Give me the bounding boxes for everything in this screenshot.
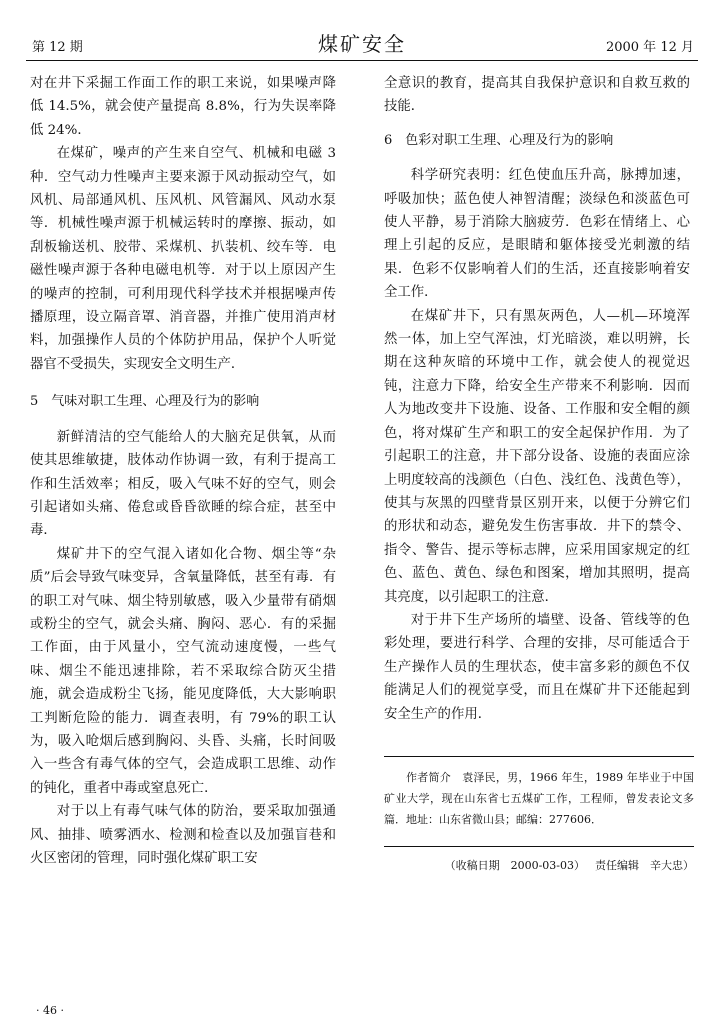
paragraph: 对于以上有毒气味气体的防治，要采取加强通风、抽排、喷雾洒水、检测和检查以及加强盲巷和火区密闭的管理，同时强化煤矿职工安 xyxy=(30,804,336,866)
page-header xyxy=(26,26,698,61)
received-info xyxy=(384,846,694,873)
paragraph: 对于井下生产场所的墙壁、设备、管线等的色彩处理，要进行科学、合理的安排，尽可能适合于生产操作人员的生理状态，使丰富多彩的颜色不仅能满足人们的视觉享受，而且在煤矿井下还能起到安全生产的作用． xyxy=(384,612,690,722)
right-column xyxy=(384,72,690,726)
paragraph: 对在井下采掘工作面工作的职工来说，如果噪声降低 14.5%，就会使产量提高 8.8%，行为失误率降低 24%． xyxy=(30,76,336,138)
author-bio-text: 作者简介 袁泽民，男，1966 年生，1989 年毕业于中国矿业大学，现在山东省七五煤矿工作，工程师，曾发表论文多篇．地址：山东省微山县；邮编：277606． xyxy=(384,771,694,826)
journal-title: 煤矿安全 xyxy=(318,32,406,56)
issue-date: 2000 年 12 月 xyxy=(605,40,694,55)
section-heading-5: 5 气味对职工生理、心理及行为的影响 xyxy=(30,394,260,410)
paragraph: 新鲜清洁的空气能给人的大脑充足供氧，从而使其思维敏捷，肢体动作协调一致，有利于提高工作和生活效率；相反，吸入气味不好的空气，则会引起诸如头痛、倦怠或昏昏欲睡的综合症，甚至中毒． xyxy=(30,429,336,539)
author-bio xyxy=(384,756,694,830)
paragraph: 在煤矿，噪声的产生来自空气、机械和电磁 3 种．空气动力性噪声主要来源于风动振动空气，如风机、局部通风机、压风机、风管漏风、风动水泵等．机械性噪声源于机械运转时的摩擦、振动，如刮板输送机、胶带、采煤机、扒装机、绞车等．电磁性噪声源于各种电磁电机等．对于以上原因产生的噪声的控制，可利用现代科学技术并根据噪声传播原理，设立隔音罩、消音器，并推广使用消声材料，加强操作人员的个体防护用品，保护个人听觉器官不受损失，实现安全文明生产． xyxy=(30,146,336,372)
paragraph: 煤矿井下的空气混入诸如化合物、烟尘等“杂质”后会导致气味变异，含氧量降低，甚至有毒．有的职工对气味、烟尘特别敏感，吸入少量带有硝烟或粉尘的空气，就会头痛、胸闷、恶心．有的采掘工作面，由于风量小，空气流动速度慢，一些气味、烟尘不能迅速排除，若不采取综合防灭尘措施，就会造成粉尘飞扬，能见度降低，大大影响职工判断危险的能力．调查表明，有 79%的职工认为，吸入呛烟后感到胸闷、头昏、头痛，长时间吸入一些含有毒气体的空气，会造成职工思维、动作的钝化，重者中毒或窒息死亡． xyxy=(30,546,336,796)
paragraph: 在煤矿井下，只有黑灰两色，人—机—环境浑然一体，加上空气浑浊，灯光暗淡，难以明辨，长期在这种灰暗的环境中工作，就会使人的视觉迟钝，注意力下降，给安全生产带来不利影响．因而人为地改变井下设施、设备、工作服和安全帽的颜色，将对煤矿生产和职工的安全起保护作用．为了引起职工的注意，井下部分设备、设施的表面应涂上明度较高的浅颜色（白色、浅红色、浅黄色等），使其与灰黑的四壁背景区别开来，以便于分辨它们的形状和动态，避免发生伤害事故．井下的禁令、指令、警告、提示等标志牌，应采用国家规定的红色、蓝色、黄色、绿色和图案，增加其照明，提高其亮度，以引起职工的注意． xyxy=(384,308,690,605)
responsible-editor: 责任编辑 辛大忠） xyxy=(595,859,694,872)
section-heading-6: 6 色彩对职工生理、心理及行为的影响 xyxy=(384,132,614,148)
left-column xyxy=(30,72,336,870)
received-date: （收稿日期 2000-03-03） xyxy=(444,859,585,872)
page-number: · 46 · xyxy=(36,1004,64,1017)
paragraph: 科学研究表明：红色使血压升高，脉搏加速，呼吸加快；蓝色使人神智清醒；淡绿色和淡蓝色可使人平静，易于消除大脑疲劳．色彩在情绪上、心理上引起的反应，是眼睛和躯体接受光刺激的结果．色彩不仅影响着人们的生活，还直接影响着安全工作． xyxy=(384,168,690,301)
issue-number: 第 12 期 xyxy=(32,40,83,55)
paragraph: 全意识的教育，提高其自我保护意识和自救互救的技能． xyxy=(384,76,690,115)
